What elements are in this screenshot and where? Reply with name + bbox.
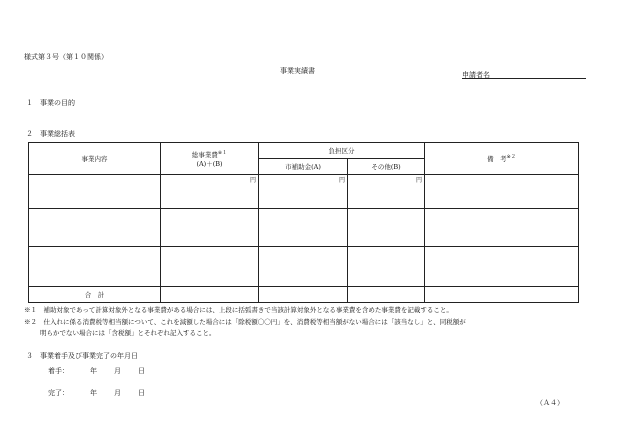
cell-total[interactable]: 円 (161, 175, 259, 209)
cell-subsidy[interactable] (259, 209, 348, 247)
form-number: 様式第３号（第１０関係） (24, 53, 108, 61)
finish-year: 年 (90, 389, 97, 397)
cell-subsidy[interactable]: 円 (259, 175, 348, 209)
summary-table (28, 142, 579, 303)
header-total-cost: 総事業費$^{※1}$ (A)＋(B) (161, 143, 259, 175)
section-purpose-heading: １ 事業の目的 (26, 99, 75, 107)
cell-total[interactable] (161, 247, 259, 287)
cell-content[interactable] (29, 209, 161, 247)
cell-remarks-sum[interactable] (425, 287, 579, 303)
cell-total[interactable] (161, 209, 259, 247)
start-label: 着手： (48, 367, 69, 375)
cell-total-sum[interactable] (161, 287, 259, 303)
cell-subsidy-sum[interactable] (259, 287, 348, 303)
cell-other[interactable] (348, 209, 425, 247)
start-month: 月 (114, 367, 121, 375)
header-content: 事業内容 (29, 143, 161, 175)
applicant-name-field[interactable] (462, 78, 586, 79)
header-remarks: 備 考$^{※2}$ (425, 143, 579, 175)
total-label: 合 計 (29, 287, 161, 303)
start-year: 年 (90, 367, 97, 375)
finish-month: 月 (114, 389, 121, 397)
header-subsidy: 市補助金(A) (259, 159, 348, 175)
cell-content[interactable] (29, 247, 161, 287)
note-1: ※１ 補助対象であって計算対象外となる事業費がある場合には、上段に括弧書きで当該計算対象外となる事業費を含めた事業費を記載すること。 (24, 306, 453, 314)
table-row (29, 209, 579, 247)
start-day: 日 (138, 367, 145, 375)
cell-other[interactable]: 円 (348, 175, 425, 209)
finish-label: 完了： (48, 389, 69, 397)
total-row (29, 287, 579, 303)
section-dates-heading: ３ 事業着手及び事業完了の年月日 (26, 352, 138, 360)
document-title: 事業実績書 (280, 67, 315, 75)
section-summary-heading: ２ 事業総括表 (26, 130, 75, 138)
cell-remarks[interactable] (425, 247, 579, 287)
finish-day: 日 (138, 389, 145, 397)
cell-other[interactable] (348, 247, 425, 287)
cell-subsidy[interactable] (259, 247, 348, 287)
cell-remarks[interactable] (425, 175, 579, 209)
cell-other-sum[interactable] (348, 287, 425, 303)
table-row (29, 175, 579, 209)
table-row (29, 247, 579, 287)
paper-size-label: （Ａ４） (536, 399, 564, 407)
cell-remarks[interactable] (425, 209, 579, 247)
applicant-label: 申請者名 (462, 71, 490, 79)
cell-content[interactable] (29, 175, 161, 209)
header-other: その他(B) (348, 159, 425, 175)
header-burden: 負担区分 (259, 143, 425, 159)
note-2-continued: 明らかでない場合には「含税額」とそれぞれ記入すること。 (40, 329, 216, 337)
note-2: ※２ 仕入れに係る消費税等相当額について、これを減額した場合には「除税額〇〇円」を、消費税等相当額がない場合には「該当なし」と、同税額が (24, 318, 466, 326)
